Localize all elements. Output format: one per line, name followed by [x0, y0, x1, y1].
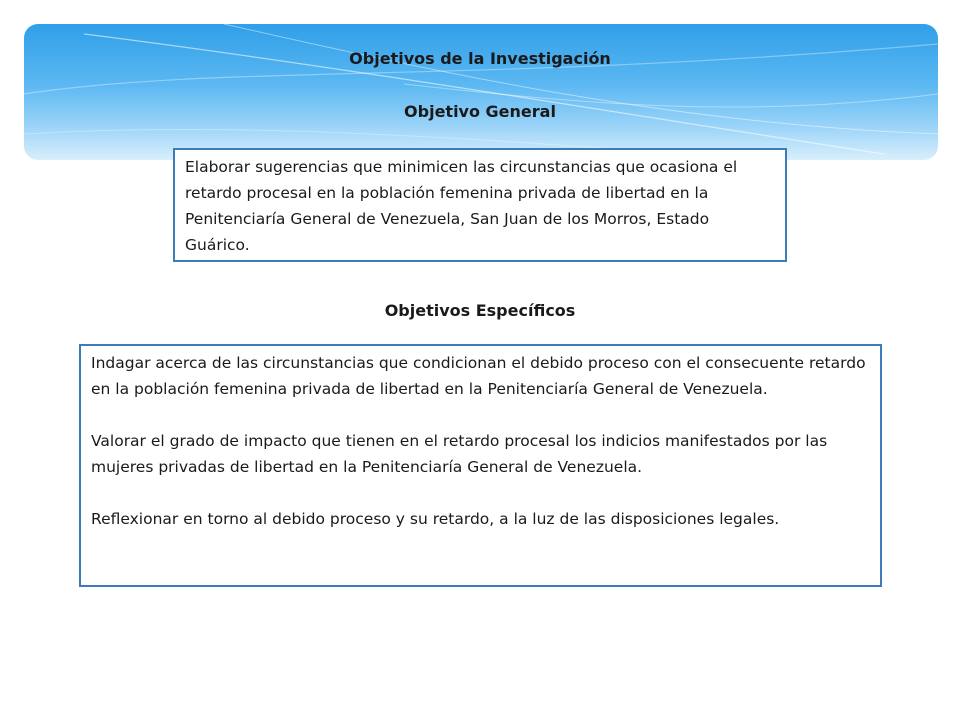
general-objective-text: Elaborar sugerencias que minimicen las circunstancias que ocasiona el retardo procesal en la población femenina privada de libertad en la Penitenciaría General de Venezuela, San Juan de los Morros, Estado Guárico. — [185, 158, 738, 254]
general-objective-heading: Objetivo General — [404, 102, 556, 121]
banner-wave-lines — [24, 24, 938, 160]
specific-objectives-heading: Objetivos Específicos — [384, 301, 576, 320]
general-objective-box — [173, 148, 787, 262]
specific-objectives-box — [79, 344, 882, 587]
specific-objective-item: Indagar acerca de las circunstancias que condicionan el debido proceso con el consecuente retardo en la población femenina privada de libertad en la Penitenciaría General de Venezuela. — [91, 354, 866, 398]
header-banner — [24, 24, 938, 160]
specific-objective-item: Valorar el grado de impacto que tienen en el retardo procesal los indicios manifestados por las mujeres privadas de libertad en la Penitenciaría General de Venezuela. — [91, 432, 828, 476]
specific-objective-item: Reflexionar en torno al debido proceso y su retardo, a la luz de las disposiciones legales. — [91, 510, 780, 528]
page-title: Objetivos de la Investigación — [349, 49, 611, 68]
